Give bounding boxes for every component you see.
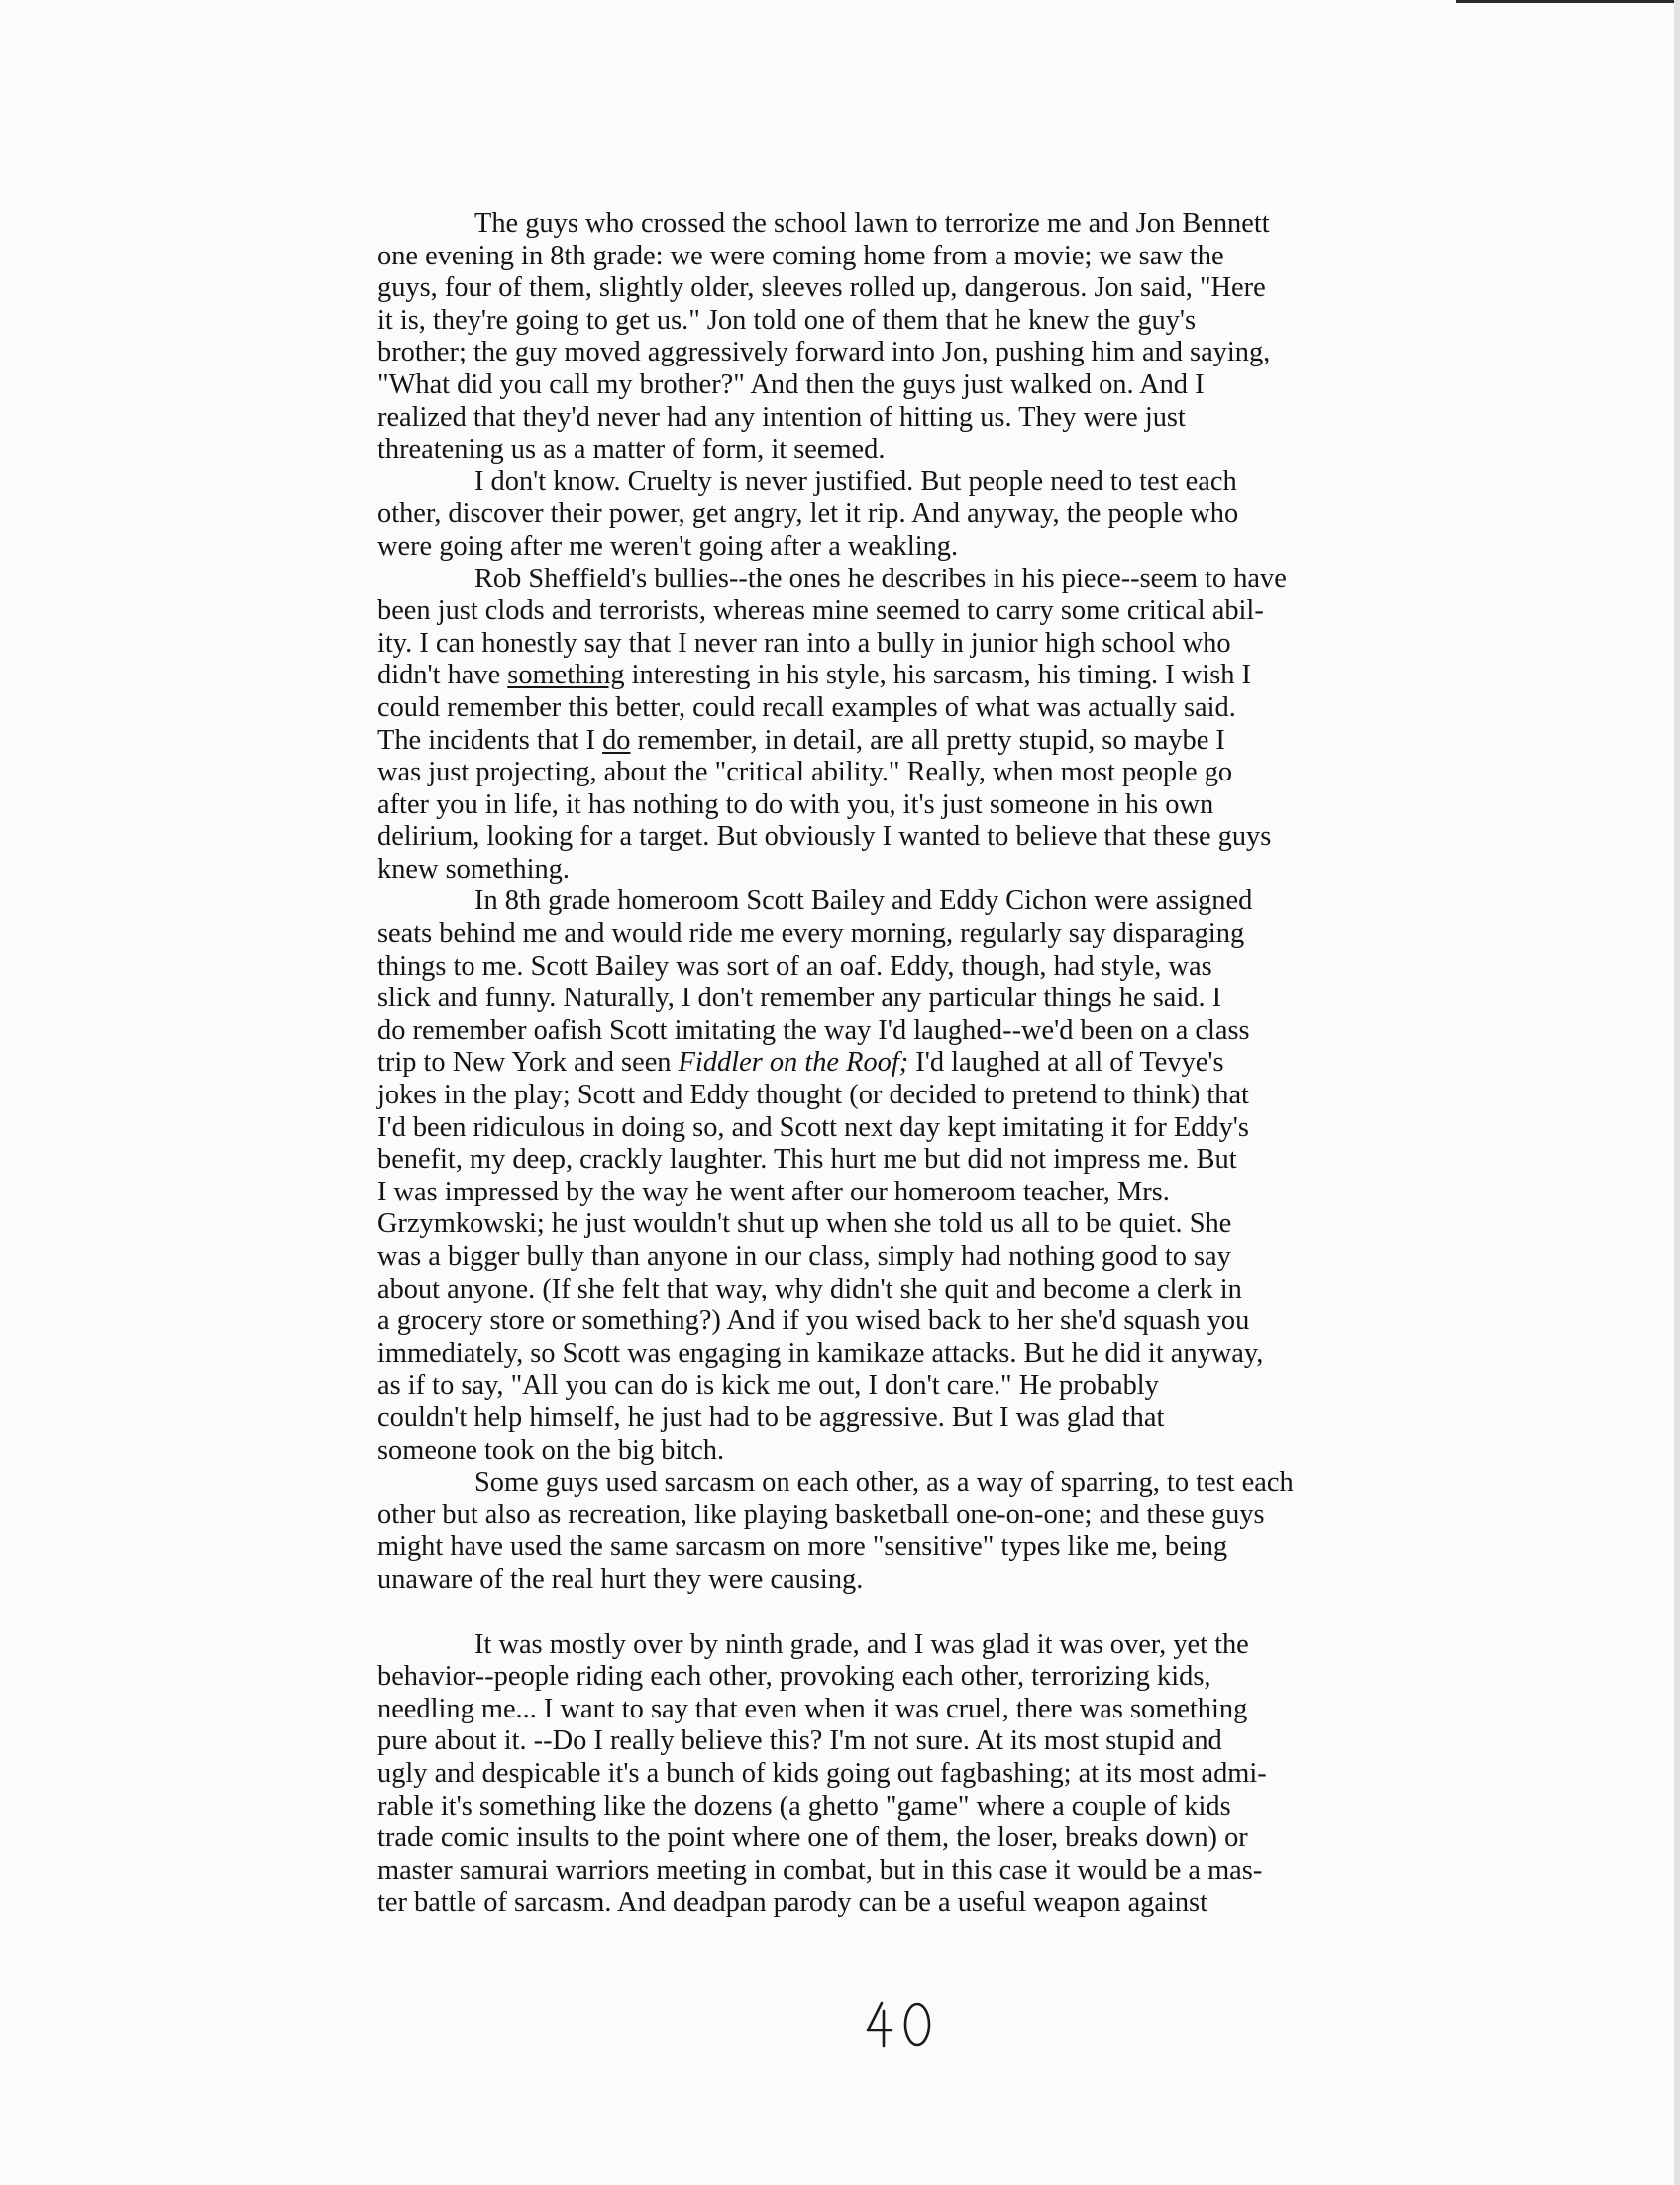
text-line: do remember oafish Scott imitating the way I'd laughed--we'd been on a class (377, 1014, 1250, 1046)
scan-edge-right (1674, 0, 1680, 2185)
text-line: about anyone. (If she felt that way, why didn't she quit and become a clerk in (377, 1273, 1242, 1304)
text-line: guys, four of them, slightly older, sleeves rolled up, dangerous. Jon said, "Here (377, 272, 1266, 304)
text-line: ity. I can honestly say that I never ran into a bully in junior high school who (377, 627, 1231, 659)
text-line: benefit, my deep, crackly laughter. This hurt me but did not impress me. But (377, 1144, 1237, 1176)
paragraph-4 (377, 885, 1447, 1467)
text-line (377, 725, 1447, 758)
text-line: Rob Sheffield's bullies--the ones he describes in his piece--seem to have (474, 563, 1287, 594)
text-line: after you in life, it has nothing to do with you, it's just someone in his own (377, 788, 1214, 820)
text-line: ter battle of sarcasm. And deadpan parody can be a useful weapon against (377, 1887, 1208, 1919)
scan-edge-top (1456, 0, 1680, 3)
paragraph-5 (377, 1467, 1447, 1596)
body-text (377, 208, 1447, 1920)
text-line: it is, they're going to get us." Jon told one of them that he knew the guy's (377, 304, 1197, 336)
text-line: was just projecting, about the "critical ability." Really, when most people go (377, 757, 1233, 788)
text-line: needling me... I want to say that even when it was cruel, there was something (377, 1693, 1248, 1724)
text-line: delirium, looking for a target. But obviously I wanted to believe that these guys (377, 821, 1272, 853)
text-line: brother; the guy moved aggressively forward into Jon, pushing him and saying, (377, 337, 1271, 368)
text-line: trade comic insults to the point where one of them, the loser, breaks down) or (377, 1822, 1248, 1854)
text-line: someone took on the big bitch. (377, 1434, 725, 1466)
text-line: It was mostly over by ninth grade, and I was glad it was over, yet the (474, 1628, 1249, 1660)
paragraph-2 (377, 467, 1447, 564)
text-line: master samurai warriors meeting in combat, but in this case it would be a mas- (377, 1854, 1263, 1886)
text-line: Grzymkowski; he just wouldn't shut up when she told us all to be quiet. She (377, 1208, 1232, 1240)
text-line: threatening us as a matter of form, it seemed. (377, 434, 886, 466)
text-line: a grocery store or something?) And if you wised back to her she'd squash you (377, 1305, 1250, 1337)
underlined-word: something (507, 660, 625, 691)
text-segment: didn't have (377, 660, 508, 691)
text-segment: I'd laughed at all of Tevye's (908, 1047, 1224, 1079)
text-line: as if to say, "All you can do is kick me out, I don't care." He probably (377, 1370, 1159, 1402)
text-line: been just clods and terrorists, whereas mine seemed to carry some critical abil- (377, 595, 1264, 627)
underlined-word: do (602, 724, 631, 756)
text-line: pure about it. --Do I really believe this? I'm not sure. At its most stupid and (377, 1725, 1222, 1757)
text-line: In 8th grade homeroom Scott Bailey and Eddy Cichon were assigned (474, 885, 1253, 917)
text-segment: trip to New York and seen (377, 1047, 679, 1079)
text-segment: The incidents that I (377, 724, 603, 756)
text-segment: interesting in his style, his sarcasm, his timing. I wish I (624, 660, 1251, 691)
text-line: I'd been ridiculous in doing so, and Scott next day kept imitating it for Eddy's (377, 1111, 1249, 1143)
paragraph-1 (377, 208, 1447, 467)
text-line: might have used the same sarcasm on more "sensitive" types like me, being (377, 1531, 1228, 1563)
handwritten-page-number (864, 1999, 943, 2050)
text-line (377, 660, 1447, 692)
text-line: Some guys used sarcasm on each other, as a way of sparring, to test each (474, 1467, 1294, 1499)
text-line: ugly and despicable it's a bunch of kids going out fagbashing; at its most admi- (377, 1757, 1267, 1789)
text-line: seats behind me and would ride me every morning, regularly say disparaging (377, 918, 1245, 950)
paragraph-break (377, 1597, 1447, 1629)
text-line: "What did you call my brother?" And then the guys just walked on. And I (377, 368, 1205, 400)
text-line: other, discover their power, get angry, let it rip. And anyway, the people who (377, 498, 1239, 530)
text-line: things to me. Scott Bailey was sort of an oaf. Eddy, though, had style, was (377, 950, 1212, 982)
text-line: one evening in 8th grade: we were coming home from a movie; we saw the (377, 240, 1224, 271)
text-line: other but also as recreation, like playing basketball one-on-one; and these guys (377, 1499, 1265, 1530)
paragraph-3 (377, 564, 1447, 886)
text-line: rable it's something like the dozens (a ghetto "game" where a couple of kids (377, 1790, 1231, 1821)
text-line: was a bigger bully than anyone in our class, simply had nothing good to say (377, 1241, 1231, 1272)
text-line: were going after me weren't going after a weakling. (377, 530, 959, 562)
text-line: slick and funny. Naturally, I don't remember any particular things he said. I (377, 983, 1222, 1014)
text-line: I was impressed by the way he went after our homeroom teacher, Mrs. (377, 1176, 1170, 1207)
text-line: jokes in the play; Scott and Eddy thought (or decided to pretend to think) that (377, 1080, 1249, 1111)
text-line: I don't know. Cruelty is never justified. But people need to test each (474, 466, 1237, 497)
text-segment: remember, in detail, are all pretty stupid, so maybe I (630, 724, 1225, 756)
text-line: behavior--people riding each other, provoking each other, terrorizing kids, (377, 1661, 1211, 1693)
italic-title: Fiddler on the Roof; (678, 1047, 909, 1079)
text-line: realized that they'd never had any intention of hitting us. They were just (377, 401, 1186, 433)
text-line: unaware of the real hurt they were causing. (377, 1563, 864, 1595)
text-line: The guys who crossed the school lawn to terrorize me and Jon Bennett (474, 208, 1270, 239)
text-line: couldn't help himself, he just had to be aggressive. But I was glad that (377, 1402, 1165, 1433)
text-line: knew something. (377, 853, 570, 884)
text-line: could remember this better, could recall examples of what was actually said. (377, 691, 1236, 723)
text-line (377, 1047, 1447, 1080)
paragraph-6 (377, 1629, 1447, 1920)
text-line: immediately, so Scott was engaging in kamikaze attacks. But he did it anyway, (377, 1337, 1264, 1369)
